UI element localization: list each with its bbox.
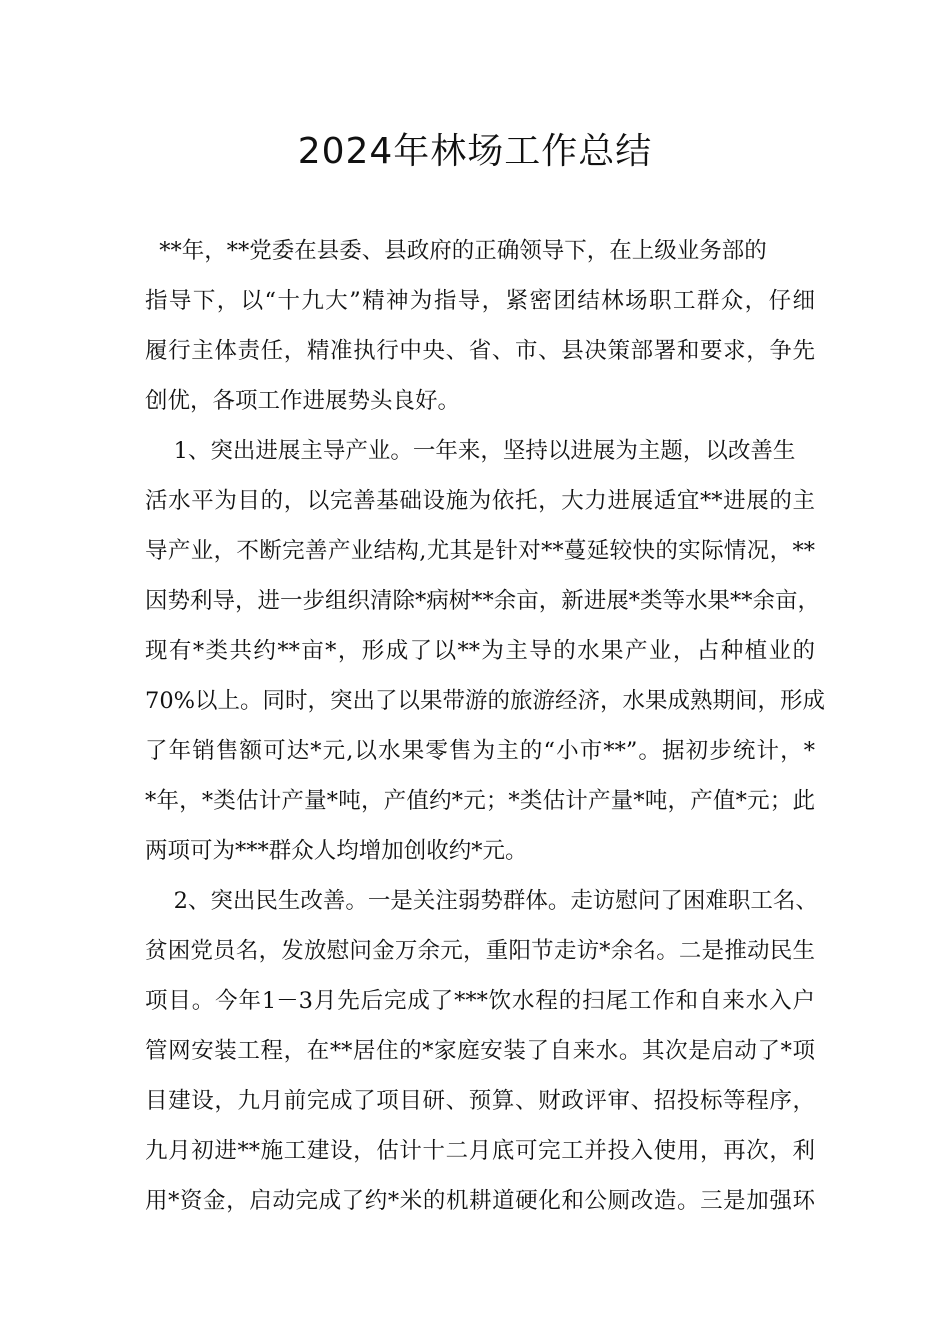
paragraph-1-line-2: 指导下，以“十九大”精神为指导，紧密团结林场职工群众，仔细 [145, 288, 815, 314]
paragraph-2-line-2: 活水平为目的，以完善基础设施为依托，大力进展适宜**进展的主 [145, 488, 815, 514]
paragraph-2-line-6: 70%以上。同时，突出了以果带游的旅游经济，水果成熟期间，形成 [145, 688, 826, 714]
paragraph-3-line-4: 管网安装工程，在**居住的*家庭安装了自来水。其次是启动了*项 [145, 1038, 815, 1064]
page-title: 2024年林场工作总结 [297, 131, 653, 172]
paragraph-3-line-3: 项目。今年1－3月先后完成了***饮水程的扫尾工作和自来水入户 [145, 988, 815, 1014]
paragraph-2-line-1: 1、突出进展主导产业。一年来，坚持以进展为主题，以改善生 [145, 438, 796, 464]
paragraph-1-line-1: **年，**党委在县委、县政府的正确领导下，在上级业务部的 [145, 238, 767, 264]
paragraph-1-line-3: 履行主体责任，精准执行中央、省、市、县决策部署和要求，争先 [145, 338, 815, 364]
paragraph-2-line-8: *年，*类估计产量*吨，产值约*元；*类估计产量*吨，产值*元；此 [145, 788, 815, 814]
paragraph-2-line-7: 了年销售额可达*元,以水果零售为主的“小市**”。据初步统计，* [145, 738, 815, 764]
paragraph-2-line-9: 两项可为***群众人均增加创收约*元。 [145, 838, 528, 864]
paragraph-3-line-6: 九月初进**施工建设，估计十二月底可完工并投入使用，再次，利 [145, 1138, 815, 1164]
paragraph-2-line-4: 因势利导，进一步组织清除*病树**余亩，新进展*类等水果**余亩， [145, 588, 821, 614]
paragraph-3-line-7: 用*资金，启动完成了约*米的机耕道硬化和公厕改造。三是加强环 [145, 1188, 815, 1214]
paragraph-3-line-5: 目建设，九月前完成了项目研、预算、财政评审、招投标等程序， [145, 1088, 815, 1114]
paragraph-3-line-2: 贫困党员名，发放慰问金万余元，重阳节走访*余名。二是推动民生 [145, 938, 815, 964]
paragraph-3-line-1: 2、突出民生改善。一是关注弱势群体。走访慰问了困难职工名、 [145, 888, 818, 914]
paragraph-2-line-3: 导产业，不断完善产业结构,尤其是针对**蔓延较快的实际情况，** [145, 538, 815, 564]
paragraph-1-line-4: 创优，各项工作进展势头良好。 [145, 388, 461, 414]
paragraph-2-line-5: 现有*类共约**亩*，形成了以**为主导的水果产业，占种植业的 [145, 638, 815, 664]
